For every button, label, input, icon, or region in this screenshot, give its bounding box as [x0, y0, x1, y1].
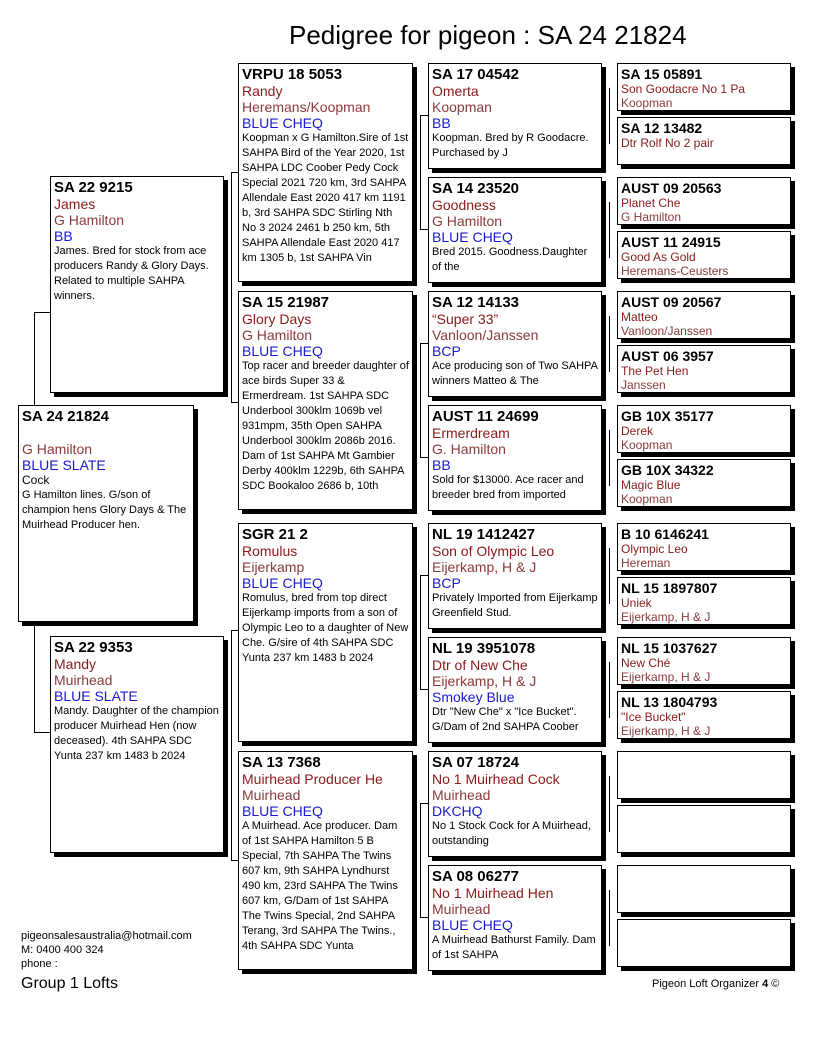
- dam-dam-card[interactable]: [238, 751, 413, 970]
- ring-number: SA 08 06277: [432, 868, 520, 885]
- pigeon-name: No 1 Muirhead Hen: [432, 885, 554, 901]
- subject-card[interactable]: [18, 405, 194, 622]
- ring-number: SA 22 9353: [54, 639, 133, 656]
- breeder: Janssen: [621, 378, 666, 392]
- pigeon-name: Dtr Rolf No 2 pair: [621, 136, 714, 150]
- color: BLUE CHEQ: [432, 917, 513, 933]
- breeder: Vanloon/Janssen: [621, 324, 713, 338]
- connector-line: [609, 548, 610, 604]
- software-name: Pigeon Loft Organizer: [652, 978, 760, 990]
- ancestor-card[interactable]: [617, 459, 791, 507]
- pigeon-name: “Super 33”: [432, 311, 499, 327]
- connector-line: [420, 229, 428, 230]
- ring-number: AUST 11 24699: [432, 408, 539, 425]
- pigeon-name: "Ice Bucket": [621, 710, 686, 724]
- page-title: Pedigree for pigeon : SA 24 21824: [289, 20, 687, 50]
- connector-line: [420, 803, 428, 804]
- dsd-card[interactable]: [428, 637, 602, 743]
- color: BCP: [432, 343, 461, 359]
- ring-number: NL 19 1412427: [432, 526, 536, 543]
- connector-line: [609, 202, 610, 258]
- connector-line: [420, 917, 428, 918]
- breeder: Koopman: [621, 492, 673, 506]
- notes: Sold for $13000. Ace racer and breeder bred from imported: [432, 474, 584, 501]
- ancestor-card[interactable]: [617, 177, 791, 225]
- pigeon-name: Good As Gold: [621, 250, 696, 264]
- connector-line: [420, 115, 428, 116]
- breeder: Vanloon/Janssen: [432, 327, 539, 343]
- breeder: G Hamilton: [22, 441, 93, 457]
- ancestor-card[interactable]: [617, 405, 791, 453]
- notes: Top racer and breeder daughter of ace birds Super 33 & Ermerdream. 1st SAHPA SDC Underbool 300klm 1069b vel 931mpm, 35th Open SAHPA Underbool 300klm 2086b 2016. Dam of 1st SAHPA Mt Gambier Derby 400klm 1229b, 6th SAHPA SDC Bookaloo 2686 b, 10th: [242, 360, 409, 492]
- color: DKCHQ: [432, 803, 483, 819]
- sire-sire-card[interactable]: [238, 63, 413, 282]
- breeder: G Hamilton: [242, 327, 313, 343]
- ring-number: GB 10X 34322: [621, 462, 714, 478]
- notes: Koopman x G Hamilton.Sire of 1st SAHPA Bird of the Year 2020, 1st SAHPA LDC Coober Pedy Cock Special 2021 720 km, 3rd SAHPA Allendale East 2020 417 km 1191 b, 3rd SAHPA SDC Stirling Nth No 3 2024 2461 b 250 km, 5th SAHPA Allendale East 2020 417 km 1305 b, 1st SAHPA Vin: [242, 132, 409, 264]
- sdd-card[interactable]: [428, 405, 602, 511]
- ancestor-card[interactable]: [617, 637, 791, 685]
- connector-line: [231, 172, 232, 402]
- notes: Privately Imported from Eijerkamp Greenfield Stud.: [432, 592, 598, 619]
- connector-line: [420, 689, 428, 690]
- ancestor-card-empty[interactable]: [617, 805, 791, 853]
- pigeon-name: The Pet Hen: [621, 364, 689, 378]
- breeder: Muirhead: [432, 787, 491, 803]
- ancestor-card[interactable]: [617, 117, 791, 165]
- notes: Ace producing son of Two SAHPA winners Matteo & The: [432, 360, 598, 387]
- breeder: Koopman: [621, 96, 673, 110]
- breeder: Koopman: [621, 438, 673, 452]
- dam-card[interactable]: [50, 636, 224, 853]
- breeder: Muirhead: [242, 787, 301, 803]
- ancestor-card[interactable]: [617, 523, 791, 571]
- color: BLUE CHEQ: [242, 803, 323, 819]
- color: BB: [432, 115, 451, 131]
- ring-number: NL 15 1037627: [621, 640, 718, 656]
- pigeon-name: No 1 Muirhead Cock: [432, 771, 560, 787]
- ring-number: GB 10X 35177: [621, 408, 714, 424]
- connector-line: [609, 430, 610, 486]
- notes: Dtr "New Che" x "Ice Bucket". G/Dam of 2nd SAHPA Coober: [432, 706, 579, 733]
- breeder: Hereman: [621, 556, 671, 570]
- pigeon-name: James: [54, 196, 96, 212]
- notes: James. Bred for stock from ace producers Randy & Glory Days. Related to multiple SAHPA winners.: [54, 245, 209, 302]
- ancestor-card[interactable]: [617, 345, 791, 393]
- breeder: Muirhead: [432, 901, 491, 917]
- ring-number: AUST 09 20563: [621, 180, 722, 196]
- ring-number: AUST 11 24915: [621, 234, 721, 250]
- pigeon-name: Dtr of New Che: [432, 657, 528, 673]
- breeder: G Hamilton: [54, 212, 125, 228]
- breeder: Eijerkamp, H & J: [432, 559, 537, 575]
- notes: Bred 2015. Goodness.Daughter of the: [432, 246, 588, 273]
- ring-number: NL 19 3951078: [432, 640, 536, 657]
- notes: No 1 Stock Cock for A Muirhead, outstanding: [432, 820, 591, 847]
- notes: Romulus, bred from top direct Eijerkamp imports from a son of Olympic Leo to a daughter of New Che. G/sire of 4th SAHPA SDC Yunta 237 km 1483 b 2024: [242, 592, 409, 664]
- ring-number: SA 12 14133: [432, 294, 520, 311]
- breeder: Eijerkamp, H & J: [621, 724, 711, 738]
- pigeon-name: Olympic Leo: [621, 542, 688, 556]
- ring-number: SA 17 04542: [432, 66, 520, 83]
- ddd-card[interactable]: [428, 865, 602, 971]
- ring-number: NL 13 1804793: [621, 694, 718, 710]
- ring-number: SA 07 18724: [432, 754, 520, 771]
- connector-line: [420, 343, 421, 457]
- ancestor-card[interactable]: [617, 63, 791, 111]
- pigeon-name: Ermerdream: [432, 425, 510, 441]
- pigeon-name: New Ché: [621, 656, 671, 670]
- color: Smokey Blue: [432, 689, 515, 705]
- color: BLUE CHEQ: [242, 343, 323, 359]
- pigeon-name: Planet Che: [621, 196, 681, 210]
- color: BLUE SLATE: [54, 688, 138, 704]
- pigeon-name: [22, 425, 190, 441]
- notes: A Muirhead Bathurst Family. Dam of 1st SAHPA: [432, 934, 596, 961]
- connector-line: [420, 575, 428, 576]
- copyright-symbol: ©: [771, 978, 780, 990]
- ring-number: SA 24 21824: [22, 408, 110, 425]
- notes: A Muirhead. Ace producer. Dam of 1st SAHPA Hamilton 5 B Special, 7th SAHPA The Twins 607 km, 9th SAHPA Lyndhurst 490 km, 23rd SAHPA The Twins 607 km, G/Dam of 1st SAHPA The Twins Special, 2nd SAHPA Terang, 3rd SAHPA The Twins., 4th SAHPA SDC Yunta: [242, 820, 398, 952]
- pigeon-name: Mandy: [54, 656, 97, 672]
- breeder: Muirhead: [54, 672, 113, 688]
- ring-number: AUST 06 3957: [621, 348, 714, 364]
- breeder: G Hamilton: [432, 213, 503, 229]
- sex: Cock: [22, 473, 50, 487]
- ancestor-card-empty[interactable]: [617, 865, 791, 913]
- notes: Mandy. Daughter of the champion producer Muirhead Hen (now deceased). 4th SAHPA SDC Yunta 237 km 1483 b 2024: [54, 705, 219, 762]
- ancestor-card-empty[interactable]: [617, 751, 791, 799]
- pigeon-name: Uniek: [621, 596, 652, 610]
- ring-number: VRPU 18 5053: [242, 66, 343, 83]
- connector-line: [420, 803, 421, 917]
- loft-name: Group 1 Lofts: [21, 975, 118, 992]
- ring-number: SA 22 9215: [54, 179, 133, 196]
- pigeon-name: Son of Olympic Leo: [432, 543, 555, 559]
- software-version: 4: [762, 978, 769, 990]
- dam-sire-card[interactable]: [238, 523, 413, 742]
- breeder: Eijerkamp, H & J: [621, 610, 711, 624]
- pigeon-name: Romulus: [242, 543, 298, 559]
- ring-number: SGR 21 2: [242, 526, 308, 543]
- ring-number: SA 12 13482: [621, 120, 703, 136]
- ancestor-card[interactable]: [617, 691, 791, 739]
- breeder: G. Hamilton: [432, 441, 506, 457]
- connector-line: [609, 890, 610, 946]
- ring-number: SA 14 23520: [432, 180, 520, 197]
- breeder: Eijerkamp: [242, 559, 305, 575]
- connector-line: [34, 624, 35, 732]
- pigeon-name: Glory Days: [242, 311, 312, 327]
- connector-line: [231, 630, 232, 860]
- color: BLUE CHEQ: [242, 115, 323, 131]
- connector-line: [609, 88, 610, 144]
- sss-card[interactable]: [428, 63, 602, 169]
- connector-line: [609, 662, 610, 718]
- connector-line: [609, 776, 610, 832]
- contact-mobile: M: 0400 400 324: [21, 944, 104, 956]
- ring-number: SA 15 05891: [621, 66, 703, 82]
- pigeon-name: Matteo: [621, 310, 658, 324]
- pigeon-name: Derek: [621, 424, 654, 438]
- color: BB: [432, 457, 451, 473]
- pigeon-name: Muirhead Producer He: [242, 771, 383, 787]
- software-credit: [652, 978, 779, 990]
- connector-line: [34, 312, 35, 406]
- color: BLUE SLATE: [22, 457, 106, 473]
- color: BCP: [432, 575, 461, 591]
- notes: G Hamilton lines. G/son of champion hens Glory Days & The Muirhead Producer hen.: [22, 489, 187, 531]
- pigeon-name: Omerta: [432, 83, 479, 99]
- dss-card[interactable]: [428, 523, 602, 629]
- breeder: G Hamilton: [621, 210, 682, 224]
- color: BLUE CHEQ: [432, 229, 513, 245]
- ring-number: SA 15 21987: [242, 294, 330, 311]
- breeder: Heremans/Koopman: [242, 99, 371, 115]
- dds-card[interactable]: [428, 751, 602, 857]
- ring-number: B 10 6146241: [621, 526, 709, 542]
- pigeon-name: Goodness: [432, 197, 496, 213]
- breeder: Koopman: [432, 99, 492, 115]
- connector-line: [609, 316, 610, 372]
- contact-phone: phone :: [21, 958, 58, 970]
- contact-email[interactable]: pigeonsalesaustralia@hotmail.com: [21, 930, 192, 942]
- color: BB: [54, 228, 73, 244]
- pigeon-name: Magic Blue: [621, 478, 681, 492]
- connector-line: [420, 575, 421, 689]
- ancestor-card[interactable]: [617, 291, 791, 339]
- pigeon-name: Son Goodacre No 1 Pa: [621, 82, 746, 96]
- breeder: Heremans-Ceusters: [621, 264, 729, 278]
- ancestor-card-empty[interactable]: [617, 919, 791, 967]
- pigeon-name: Randy: [242, 83, 283, 99]
- connector-line: [420, 115, 421, 229]
- ancestor-card[interactable]: [617, 231, 791, 279]
- notes: Koopman. Bred by R Goodacre. Purchased by J: [432, 132, 589, 159]
- sds-card[interactable]: [428, 291, 602, 397]
- ssd-card[interactable]: [428, 177, 602, 283]
- connector-line: [420, 343, 428, 344]
- breeder: Eijerkamp, H & J: [621, 670, 711, 684]
- contact-block: [21, 929, 192, 971]
- connector-line: [420, 457, 428, 458]
- breeder: Eijerkamp, H & J: [432, 673, 537, 689]
- color: BLUE CHEQ: [242, 575, 323, 591]
- ring-number: AUST 09 20567: [621, 294, 722, 310]
- sire-dam-card[interactable]: [238, 291, 413, 510]
- ancestor-card[interactable]: [617, 577, 791, 625]
- sire-card[interactable]: [50, 176, 224, 393]
- ring-number: SA 13 7368: [242, 754, 321, 771]
- ring-number: NL 15 1897807: [621, 580, 718, 596]
